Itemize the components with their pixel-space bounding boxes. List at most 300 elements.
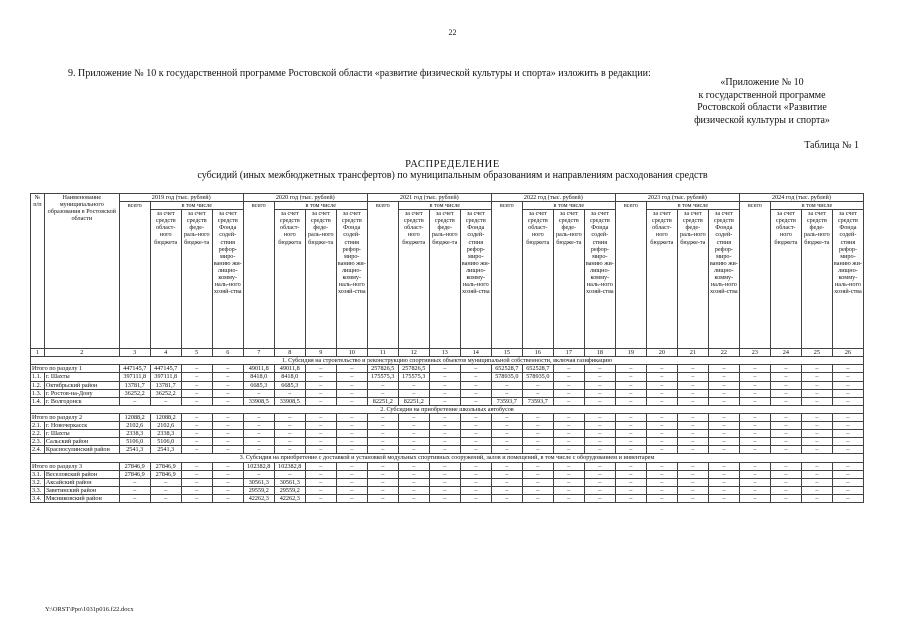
value-cell: – (615, 422, 646, 430)
value-cell: – (553, 462, 584, 470)
section-title: 1. Субсидия на строительство и реконструкцию спортивных объектов муниципальной собственности, включая газификацию (31, 357, 864, 365)
value-cell: – (584, 397, 615, 405)
value-cell: – (522, 413, 553, 421)
value-cell: – (243, 438, 274, 446)
column-number: 10 (336, 349, 367, 357)
header-total: всего (491, 202, 522, 349)
header-total: всего (119, 202, 150, 349)
column-number: 21 (677, 349, 708, 357)
value-cell: 27846,9 (150, 470, 181, 478)
value-cell: – (336, 446, 367, 454)
value-cell: – (212, 389, 243, 397)
amendment-intro-text: 9. Приложение № 10 к государственной программе Ростовской области «развитие физической культуры и спорта» изложить в редакции: (68, 68, 651, 79)
column-number: 13 (429, 349, 460, 357)
column-number: 20 (646, 349, 677, 357)
value-cell: – (801, 413, 832, 421)
value-cell: – (491, 422, 522, 430)
value-cell: – (460, 413, 491, 421)
value-cell: – (708, 494, 739, 502)
value-cell: – (832, 470, 863, 478)
value-cell: – (460, 486, 491, 494)
value-cell: – (584, 365, 615, 373)
value-cell: – (212, 381, 243, 389)
value-cell: – (584, 373, 615, 381)
municipality-name: г. Волгодонск (44, 397, 119, 405)
value-cell: 27846,9 (150, 462, 181, 470)
municipality-row (31, 389, 864, 397)
value-cell: – (181, 365, 212, 373)
column-number: 25 (801, 349, 832, 357)
value-cell: – (336, 389, 367, 397)
value-cell: – (119, 397, 150, 405)
value-cell: – (739, 494, 770, 502)
value-cell: – (336, 494, 367, 502)
value-cell: – (429, 438, 460, 446)
value-cell: – (398, 478, 429, 486)
value-cell: – (491, 478, 522, 486)
document-subtitle: субсидий (иных межбюджетных трансфертов) по муниципальным образованиям и направлениям расходования средств (197, 170, 708, 181)
value-cell: – (708, 389, 739, 397)
value-cell: 6685,3 (274, 381, 305, 389)
header-including: в том числе (522, 202, 615, 210)
value-cell: – (832, 397, 863, 405)
value-cell: – (491, 470, 522, 478)
value-cell: – (398, 494, 429, 502)
municipality-row (31, 446, 864, 454)
row-name: Итого по разделу 2 (31, 413, 120, 421)
value-cell: – (336, 365, 367, 373)
value-cell: – (243, 389, 274, 397)
value-cell: – (770, 470, 801, 478)
value-cell: – (646, 486, 677, 494)
value-cell: – (677, 389, 708, 397)
value-cell: – (615, 478, 646, 486)
value-cell: – (491, 494, 522, 502)
value-cell: – (832, 494, 863, 502)
value-cell: 447145,7 (119, 365, 150, 373)
value-cell: – (615, 365, 646, 373)
value-cell: – (212, 373, 243, 381)
value-cell: – (770, 446, 801, 454)
value-cell: – (491, 430, 522, 438)
value-cell: – (553, 422, 584, 430)
municipality-row (31, 486, 864, 494)
value-cell: – (646, 462, 677, 470)
value-cell: – (336, 478, 367, 486)
value-cell: – (801, 381, 832, 389)
header-row-years (31, 194, 864, 202)
row-number: 1.2. (31, 381, 45, 389)
value-cell: – (460, 462, 491, 470)
value-cell: – (243, 470, 274, 478)
value-cell: – (522, 438, 553, 446)
value-cell: – (801, 478, 832, 486)
file-path-footer: Y:\ORST\Ppo\1031p016.f22.docx (45, 606, 134, 613)
value-cell: – (553, 446, 584, 454)
header-row-sources (31, 210, 864, 349)
value-cell: – (181, 422, 212, 430)
row-number: 2.4. (31, 446, 45, 454)
value-cell: – (708, 478, 739, 486)
value-cell: – (801, 486, 832, 494)
value-cell: – (274, 446, 305, 454)
value-cell: – (491, 446, 522, 454)
appendix-header (677, 77, 847, 127)
value-cell: – (770, 381, 801, 389)
value-cell: – (429, 494, 460, 502)
header-year: 2020 год (тыс. рублей) (243, 194, 367, 202)
value-cell: – (429, 365, 460, 373)
column-number: 16 (522, 349, 553, 357)
value-cell: – (460, 430, 491, 438)
value-cell: 2338,3 (119, 430, 150, 438)
value-cell: – (739, 486, 770, 494)
value-cell: 2338,3 (150, 430, 181, 438)
appendix-line: «Приложение № 10 (720, 77, 804, 88)
value-cell: – (584, 438, 615, 446)
header-including: в том числе (398, 202, 491, 210)
value-cell: – (398, 381, 429, 389)
column-number: 24 (770, 349, 801, 357)
value-cell: 652528,7 (491, 365, 522, 373)
value-cell: – (553, 486, 584, 494)
value-cell: – (708, 430, 739, 438)
header-funding-source: за счет средств област-ного бюджета (150, 210, 181, 349)
value-cell: – (677, 413, 708, 421)
value-cell: – (739, 446, 770, 454)
value-cell: – (584, 389, 615, 397)
value-cell: – (615, 381, 646, 389)
value-cell: – (274, 470, 305, 478)
header-funding-source: за счет средств феде-раль-ного бюдже-та (181, 210, 212, 349)
table-label: Таблица № 1 (804, 140, 859, 151)
value-cell: – (832, 462, 863, 470)
value-cell: – (584, 494, 615, 502)
header-row-total (31, 202, 864, 210)
value-cell: – (305, 422, 336, 430)
value-cell: – (553, 397, 584, 405)
appendix-line: Ростовской области «Развитие (697, 102, 827, 114)
row-number: 3.4. (31, 494, 45, 502)
value-cell: – (646, 494, 677, 502)
value-cell: – (398, 486, 429, 494)
value-cell: – (677, 365, 708, 373)
appendix-line: к государственной программе (698, 89, 826, 101)
value-cell: – (119, 486, 150, 494)
value-cell: – (460, 389, 491, 397)
value-cell: 578935,0 (522, 373, 553, 381)
value-cell: – (336, 486, 367, 494)
value-cell: – (305, 389, 336, 397)
value-cell: – (646, 478, 677, 486)
value-cell: – (615, 446, 646, 454)
municipality-name: Мясниковский район (44, 494, 119, 502)
value-cell: – (429, 397, 460, 405)
value-cell: 27846,9 (119, 462, 150, 470)
municipality-name: г. Шахты (44, 373, 119, 381)
value-cell: – (398, 413, 429, 421)
value-cell: – (150, 397, 181, 405)
value-cell: – (646, 365, 677, 373)
value-cell: – (801, 446, 832, 454)
value-cell: – (460, 478, 491, 486)
value-cell: – (832, 422, 863, 430)
municipality-name: г. Ростов-на-Дону (44, 389, 119, 397)
value-cell: – (398, 422, 429, 430)
value-cell: – (770, 413, 801, 421)
value-cell: – (491, 413, 522, 421)
column-number: 4 (150, 349, 181, 357)
value-cell: – (832, 430, 863, 438)
value-cell: – (739, 389, 770, 397)
value-cell: – (832, 478, 863, 486)
value-cell: – (212, 422, 243, 430)
column-number: 5 (181, 349, 212, 357)
value-cell: 8418,0 (243, 373, 274, 381)
row-number: 1.1. (31, 373, 45, 381)
value-cell: 33908,5 (243, 397, 274, 405)
header-funding-source: за счет средств Фонда содей-ствия рефор-миро-ванию жи-лищно-комму-наль-ного хозяй-ства (584, 210, 615, 349)
value-cell: – (801, 365, 832, 373)
value-cell: – (243, 422, 274, 430)
value-cell: 5106,0 (119, 438, 150, 446)
value-cell: 30561,3 (274, 478, 305, 486)
value-cell: – (770, 462, 801, 470)
value-cell: – (212, 486, 243, 494)
value-cell: – (677, 478, 708, 486)
value-cell: – (212, 397, 243, 405)
value-cell: 49011,8 (274, 365, 305, 373)
section-title-row (31, 405, 864, 413)
column-number: 9 (305, 349, 336, 357)
value-cell: 2102,6 (150, 422, 181, 430)
value-cell: – (801, 373, 832, 381)
value-cell: – (212, 446, 243, 454)
value-cell: – (739, 430, 770, 438)
value-cell: – (615, 413, 646, 421)
value-cell: – (460, 373, 491, 381)
value-cell: – (429, 462, 460, 470)
value-cell: – (305, 365, 336, 373)
value-cell: – (677, 381, 708, 389)
header-municipality: Наименование муниципального образования в Ростовской области (44, 194, 119, 349)
value-cell: – (553, 413, 584, 421)
header-funding-source: за счет средств феде-раль-ного бюдже-та (305, 210, 336, 349)
value-cell: – (522, 470, 553, 478)
value-cell: – (739, 373, 770, 381)
value-cell: – (677, 422, 708, 430)
header-funding-source: за счет средств област-ного бюджета (398, 210, 429, 349)
value-cell: – (832, 365, 863, 373)
value-cell: – (212, 413, 243, 421)
value-cell: – (677, 397, 708, 405)
value-cell: – (615, 462, 646, 470)
appendix-line: физической культуры и спорта» (694, 114, 830, 126)
value-cell: – (429, 470, 460, 478)
value-cell: – (832, 446, 863, 454)
header-funding-source: за счет средств феде-раль-ного бюдже-та (553, 210, 584, 349)
value-cell: – (367, 446, 398, 454)
column-number: 8 (274, 349, 305, 357)
value-cell: – (553, 478, 584, 486)
value-cell: – (398, 470, 429, 478)
value-cell: – (770, 486, 801, 494)
value-cell: 13781,7 (150, 381, 181, 389)
value-cell: 102382,8 (243, 462, 274, 470)
value-cell: 29559,2 (243, 486, 274, 494)
value-cell: – (584, 430, 615, 438)
value-cell: – (491, 486, 522, 494)
value-cell: – (522, 422, 553, 430)
value-cell: – (646, 381, 677, 389)
value-cell: – (336, 462, 367, 470)
column-number: 2 (44, 349, 119, 357)
value-cell: 13781,7 (119, 381, 150, 389)
row-number: 2.1. (31, 422, 45, 430)
value-cell: – (708, 413, 739, 421)
header-funding-source: за счет средств област-ного бюджета (274, 210, 305, 349)
value-cell: – (677, 373, 708, 381)
value-cell: – (677, 486, 708, 494)
value-cell: – (460, 397, 491, 405)
value-cell: – (274, 438, 305, 446)
value-cell: – (584, 478, 615, 486)
value-cell: – (491, 381, 522, 389)
municipality-row (31, 422, 864, 430)
value-cell: 73593,7 (522, 397, 553, 405)
value-cell: – (646, 470, 677, 478)
value-cell: – (429, 430, 460, 438)
value-cell: – (367, 470, 398, 478)
value-cell: – (181, 413, 212, 421)
value-cell: – (615, 486, 646, 494)
value-cell: – (522, 462, 553, 470)
value-cell: 30561,3 (243, 478, 274, 486)
value-cell: 27846,9 (119, 470, 150, 478)
value-cell: – (367, 494, 398, 502)
row-name: Итого по разделу 3 (31, 462, 120, 470)
value-cell: – (646, 397, 677, 405)
value-cell: – (584, 381, 615, 389)
value-cell: – (274, 389, 305, 397)
document-title: РАСПРЕДЕЛЕНИЕ (405, 159, 500, 170)
header-funding-source: за счет средств област-ного бюджета (770, 210, 801, 349)
value-cell: – (522, 446, 553, 454)
value-cell: – (708, 422, 739, 430)
header-total: всего (367, 202, 398, 349)
value-cell: 49011,8 (243, 365, 274, 373)
value-cell: 5106,0 (150, 438, 181, 446)
value-cell: – (677, 430, 708, 438)
value-cell: – (739, 365, 770, 373)
value-cell: – (770, 430, 801, 438)
value-cell: – (150, 486, 181, 494)
value-cell: 102382,8 (274, 462, 305, 470)
value-cell: – (305, 470, 336, 478)
value-cell: – (367, 430, 398, 438)
value-cell: – (367, 462, 398, 470)
value-cell: – (708, 365, 739, 373)
value-cell: – (305, 381, 336, 389)
column-number: 11 (367, 349, 398, 357)
value-cell: – (212, 470, 243, 478)
value-cell: – (522, 494, 553, 502)
value-cell: – (708, 373, 739, 381)
value-cell: – (646, 446, 677, 454)
section-total-row (31, 462, 864, 470)
value-cell: 397111,8 (150, 373, 181, 381)
municipality-name: Сальский район (44, 438, 119, 446)
section-title-row (31, 454, 864, 462)
row-number: 3.1. (31, 470, 45, 478)
value-cell: – (708, 446, 739, 454)
municipality-row (31, 478, 864, 486)
value-cell: – (801, 389, 832, 397)
value-cell: – (522, 430, 553, 438)
value-cell: – (646, 389, 677, 397)
value-cell: – (181, 486, 212, 494)
value-cell: – (584, 486, 615, 494)
header-including: в том числе (770, 202, 863, 210)
section-title: 2. Субсидия на приобретение школьных автобусов (31, 405, 864, 413)
value-cell: – (739, 462, 770, 470)
value-cell: – (739, 381, 770, 389)
column-number: 3 (119, 349, 150, 357)
value-cell: – (243, 413, 274, 421)
value-cell: – (522, 381, 553, 389)
value-cell: – (429, 446, 460, 454)
value-cell: – (553, 381, 584, 389)
value-cell: – (305, 438, 336, 446)
value-cell: – (491, 389, 522, 397)
municipality-row (31, 397, 864, 405)
value-cell: – (770, 422, 801, 430)
value-cell: – (460, 381, 491, 389)
header-year: 2022 год (тыс. рублей) (491, 194, 615, 202)
value-cell: – (305, 413, 336, 421)
value-cell: – (646, 422, 677, 430)
value-cell: – (212, 430, 243, 438)
value-cell: – (553, 430, 584, 438)
value-cell: – (150, 494, 181, 502)
value-cell: – (491, 462, 522, 470)
value-cell: – (677, 462, 708, 470)
value-cell: – (553, 494, 584, 502)
value-cell: – (770, 373, 801, 381)
value-cell: – (460, 446, 491, 454)
value-cell: – (615, 494, 646, 502)
value-cell: – (429, 373, 460, 381)
row-number: 3.3. (31, 486, 45, 494)
section-total-row (31, 413, 864, 421)
value-cell: – (212, 462, 243, 470)
value-cell: – (708, 486, 739, 494)
subsidy-distribution-table (30, 193, 864, 503)
row-number: 1.4. (31, 397, 45, 405)
value-cell: – (584, 413, 615, 421)
value-cell: – (367, 422, 398, 430)
value-cell: – (646, 438, 677, 446)
value-cell: – (646, 373, 677, 381)
value-cell: – (832, 486, 863, 494)
column-number: 19 (615, 349, 646, 357)
value-cell: – (832, 413, 863, 421)
municipality-name: г. Шахты (44, 430, 119, 438)
section-total-row (31, 365, 864, 373)
value-cell: – (336, 381, 367, 389)
header-funding-source: за счет средств Фонда содей-ствия рефор-миро-ванию жи-лищно-комму-наль-ного хозяй-ства (212, 210, 243, 349)
value-cell: – (460, 365, 491, 373)
